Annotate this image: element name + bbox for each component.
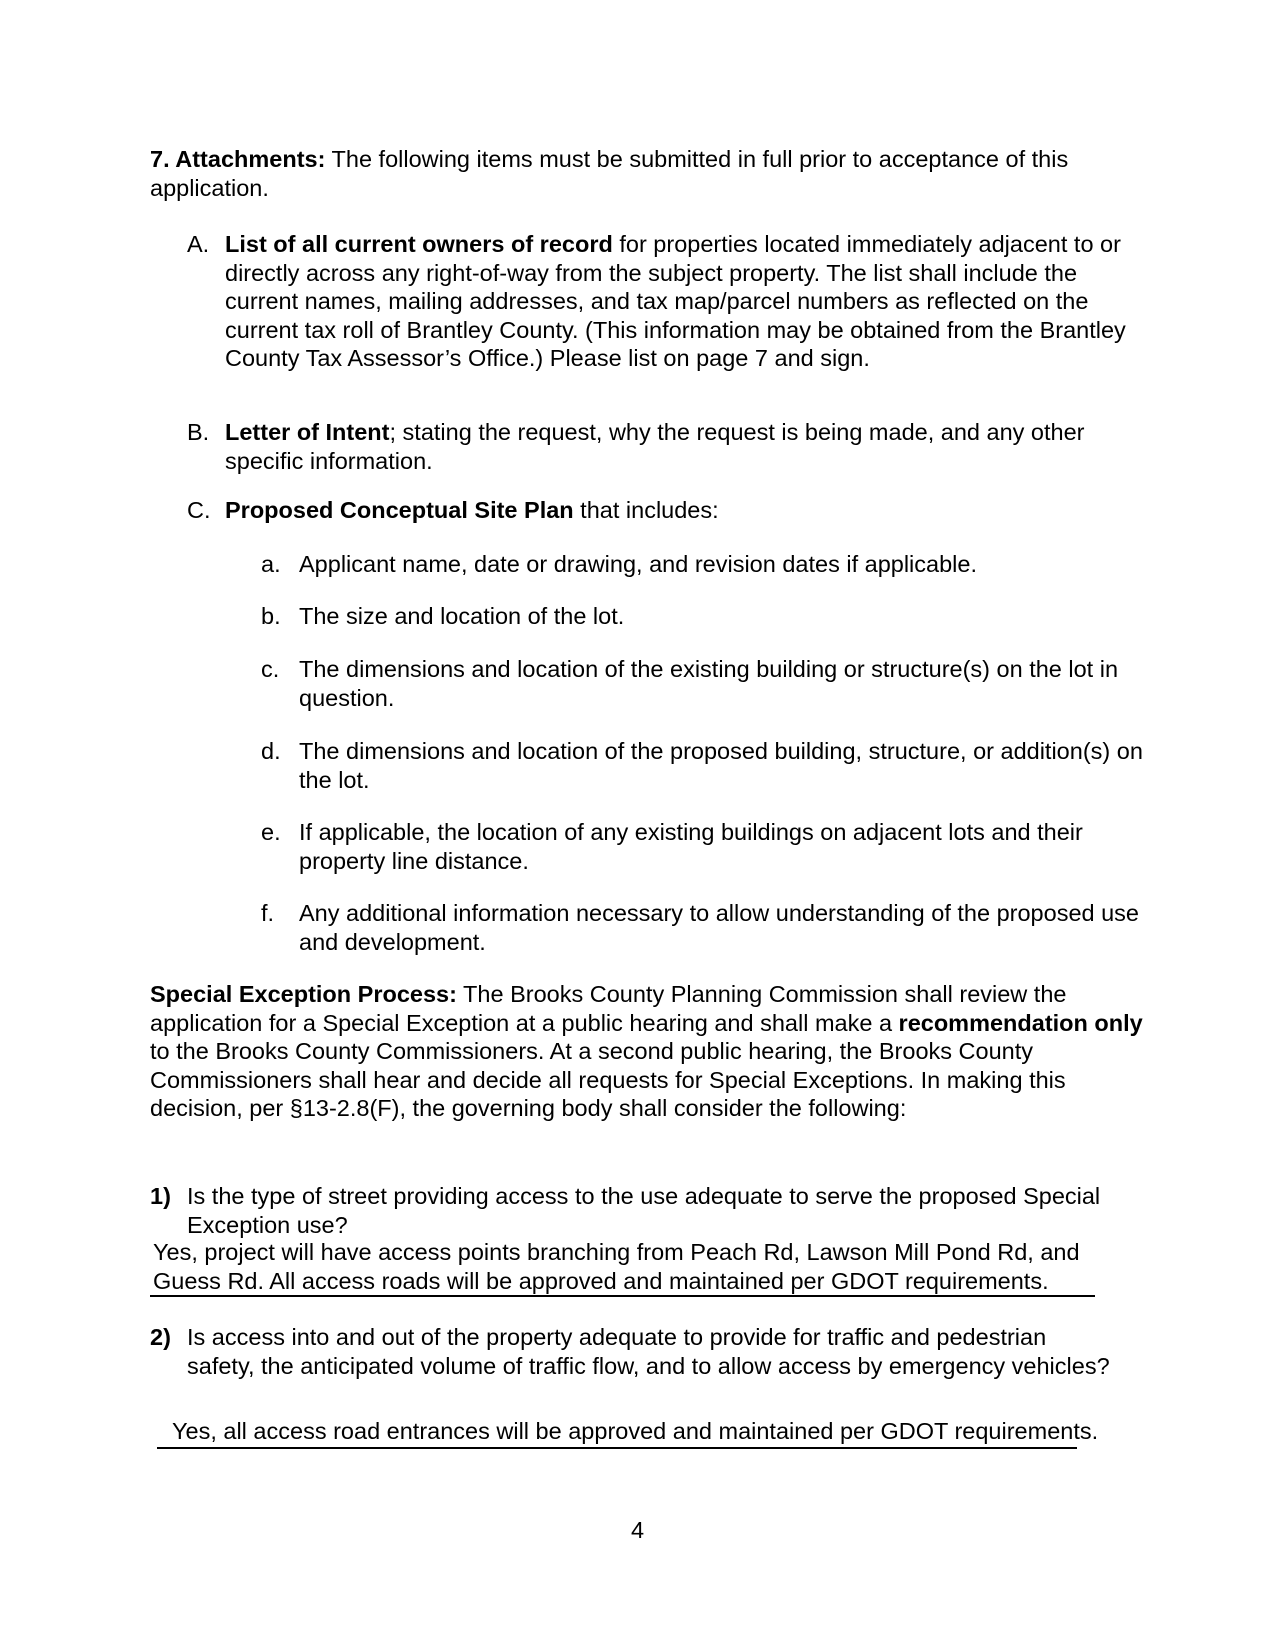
item-b-bold: Letter of Intent xyxy=(225,419,390,445)
subitem-text: The size and location of the lot. xyxy=(299,603,625,629)
section-7-paragraph xyxy=(150,145,1150,202)
item-c-text: that includes: xyxy=(573,497,719,523)
question-1-answer-line-2: Guess Rd. All access roads will be approved and maintained per GDOT requirements. xyxy=(153,1268,1049,1294)
item-c-bold: Proposed Conceptual Site Plan xyxy=(225,497,574,523)
subitem-marker: c. xyxy=(261,656,280,682)
item-marker: B. xyxy=(187,419,210,445)
subitem-marker: a. xyxy=(261,551,281,577)
page-number: 4 xyxy=(630,1517,645,1543)
site-plan-subitem-a xyxy=(261,550,1161,579)
subitem-text: Applicant name, date or drawing, and revision dates if applicable. xyxy=(299,551,977,577)
answer-underline xyxy=(157,1447,1077,1449)
subitem-marker: e. xyxy=(261,819,281,845)
answer-underline xyxy=(150,1295,1095,1297)
question-2-answer: Yes, all access road entrances will be approved and maintained per GDOT requirements. xyxy=(172,1418,1099,1444)
item-marker: C. xyxy=(187,497,211,523)
section-7-heading: 7. Attachments: xyxy=(150,146,326,172)
process-heading: Special Exception Process: xyxy=(150,981,457,1007)
process-bold: recommendation only xyxy=(898,1009,1143,1036)
site-plan-subitem-c xyxy=(261,655,1161,712)
section-7-intro: The following items must be submitted in full prior to acceptance of this application. xyxy=(150,146,1069,201)
subitem-marker: d. xyxy=(261,738,281,764)
question-marker: 2) xyxy=(150,1324,171,1350)
subitem-text: The dimensions and location of the existing building or structure(s) on the lot in question. xyxy=(299,656,1119,711)
question-text: Is access into and out of the property adequate to provide for traffic and pedestrian safety, the anticipated volume of traffic flow, and to allow access by emergency vehicles? xyxy=(187,1324,1110,1379)
site-plan-subitem-f xyxy=(261,899,1161,956)
item-a-bold: List of all current owners of record xyxy=(225,231,613,257)
question-text: Is the type of street providing access to the use adequate to serve the proposed Special Exception use? xyxy=(187,1183,1101,1238)
attachment-item-c xyxy=(187,496,1127,525)
site-plan-subitem-d xyxy=(261,737,1161,794)
process-text-1: The Brooks County Planning Commission shall review the application for a Special Exception at a public hearing and shall make a xyxy=(150,981,1067,1036)
special-exception-process-paragraph xyxy=(150,980,1150,1123)
item-marker: A. xyxy=(187,231,210,257)
question-2 xyxy=(150,1323,1120,1380)
question-marker: 1) xyxy=(150,1183,171,1209)
subitem-text: If applicable, the location of any existing buildings on adjacent lots and their property line distance. xyxy=(299,819,1083,874)
attachment-item-b xyxy=(187,418,1127,475)
subitem-text: The dimensions and location of the proposed building, structure, or addition(s) on the lot. xyxy=(299,738,1143,793)
subitem-marker: f. xyxy=(261,900,275,926)
item-a-text: for properties located immediately adjacent to or directly across any right-of-way from the subject property. The list shall include the current names, mailing addresses, and tax map/parcel numbers as reflected on the current tax roll of Brantley County. (This information may be obtained from the Brantley County Tax Assessor’s Office.) Please list on page 7 and sign. xyxy=(225,231,1126,371)
site-plan-subitem-b xyxy=(261,602,1161,631)
subitem-text: Any additional information necessary to allow understanding of the proposed use and development. xyxy=(299,900,1139,955)
question-1 xyxy=(150,1182,1120,1239)
attachment-item-a xyxy=(187,230,1127,373)
question-1-answer-line-1: Yes, project will have access points branching from Peach Rd, Lawson Mill Pond Rd, and xyxy=(153,1239,1080,1265)
site-plan-subitem-e xyxy=(261,818,1161,875)
item-b-text: ; stating the request, why the request is being made, and any other specific information. xyxy=(225,419,1085,474)
subitem-marker: b. xyxy=(261,603,281,629)
process-text-2: to the Brooks County Commissioners. At a second public hearing, the Brooks County Commissioners shall hear and decide all requests for Special Exceptions. In making this decision, per §13-2.8(F), the governing body shall consider the following: xyxy=(150,1038,1066,1121)
